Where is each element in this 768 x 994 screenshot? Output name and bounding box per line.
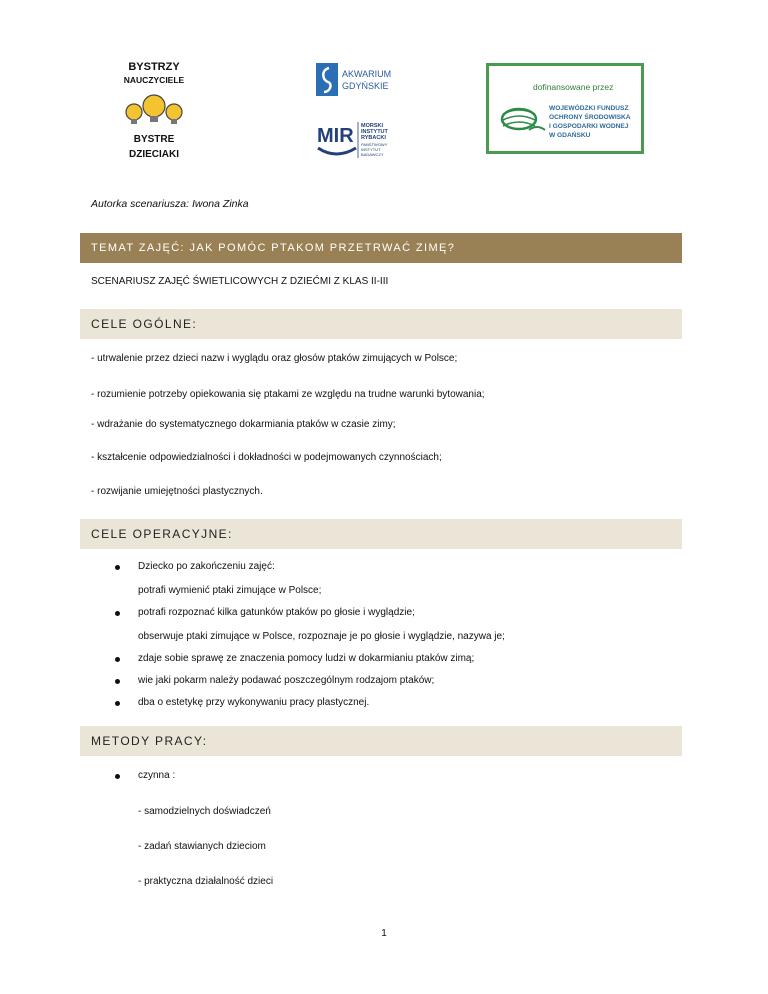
metody-pracy-band [80, 726, 682, 756]
wfosigw-logo [486, 63, 644, 154]
mir-mark: MIR [317, 125, 354, 147]
svg-text:RYBACKI: RYBACKI [361, 135, 386, 141]
akwarium-line1: AKWARIUM [342, 69, 392, 79]
operational-goal-sub: potrafi wymienić ptaki zimujące w Polsce; [138, 585, 322, 596]
fund-name: WOJEWÓDZKI FUNDUSZ OCHRONY ŚRODOWISKA I GOSPODARKI WODNEJ W GDAŃSKU [549, 105, 631, 139]
goal-item: - kształcenie odpowiedzialności i dokładności w podejmowanych czynnościach; [91, 452, 442, 463]
akwarium-gdynskie-logo [316, 62, 406, 98]
svg-text:INSTYTUT: INSTYTUT [361, 147, 381, 152]
operational-goal: potrafi rozpoznać kilka gatunków ptaków po głosie i wyglądzie; [138, 607, 415, 618]
bullet-icon [115, 774, 120, 779]
cele-ogolne-band [80, 309, 682, 339]
method-sub-item: - praktyczna działalność dzieci [138, 876, 274, 887]
mir-logo [316, 118, 400, 162]
bystrzy-nauczyciele-logo [116, 56, 192, 166]
operational-goal: Dziecko po zakończeniu zajęć: [138, 561, 275, 572]
goal-item: - utrwalenie przez dzieci nazw i wyglądu oraz głosów ptaków zimujących w Polsce; [91, 353, 458, 364]
topic-heading-band [80, 233, 682, 263]
bullet-icon [115, 679, 120, 684]
logo-bystrzy-top: BYSTRZY [128, 61, 180, 73]
bullet-icon [115, 657, 120, 662]
bullet-icon [115, 701, 120, 706]
operational-goal: zdaje sobie sprawę ze znaczenia pomocy ludzi w dokarmianiu ptaków zimą; [138, 653, 475, 664]
operational-goal: wie jaki pokarm należy podawać poszczególnym rodzajom ptaków; [138, 675, 435, 686]
method-sub-item: - zadań stawianych dzieciom [138, 841, 266, 852]
fund-title: dofinansowane przez [533, 82, 614, 92]
logo-bystrzy-bot: BYSTRE [133, 134, 175, 145]
topic-heading: TEMAT ZAJĘĆ: JAK POMÓC PTAKOM PRZETRWAĆ ZIMĘ? [91, 242, 456, 254]
fund-emblem-icon [499, 102, 547, 136]
svg-text:PAŃSTWOWY: PAŃSTWOWY [361, 142, 388, 147]
goal-item: - wdrażanie do systematycznego dokarmiania ptaków w czasie zimy; [91, 419, 396, 430]
logo-bystrzy-mid: NAUCZYCIELE [123, 75, 185, 85]
method-sub-item: - samodzielnych doświadczeń [138, 806, 271, 817]
page-number: 1 [381, 928, 387, 939]
operational-goal: dba o estetykę przy wykonywaniu pracy plastycznej. [138, 697, 370, 708]
scenario-subtitle: SCENARIUSZ ZAJĘĆ ŚWIETLICOWYCH Z DZIEĆMI Z KLAS II-III [91, 276, 389, 287]
bullet-icon [115, 565, 120, 570]
cele-operacyjne-band [80, 519, 682, 549]
author-line: Autorka scenariusza: Iwona Zinka [91, 198, 249, 210]
cele-ogolne-heading: CELE OGÓLNE: [91, 317, 198, 331]
method-item: czynna : [138, 770, 176, 781]
logo-bystrzy-bot2: DZIECIAKI [129, 149, 179, 160]
svg-text:MORSKI: MORSKI [361, 123, 383, 129]
metody-pracy-heading: METODY PRACY: [91, 734, 208, 748]
svg-text:BADAWCZY: BADAWCZY [361, 152, 384, 157]
operational-goal-sub: obserwuje ptaki zimujące w Polsce, rozpoznaje je po głosie i wyglądzie, nazywa je; [138, 631, 505, 642]
goal-item: - rozumienie potrzeby opiekowania się ptakami ze względu na trudne warunki bytowania; [91, 389, 485, 400]
goal-item: - rozwijanie umiejętności plastycznych. [91, 486, 263, 497]
bullet-icon [115, 611, 120, 616]
svg-text:INSTYTUT: INSTYTUT [361, 129, 388, 135]
akwarium-line2: GDYŃSKIE [342, 81, 389, 91]
cele-operacyjne-heading: CELE OPERACYJNE: [91, 527, 233, 541]
